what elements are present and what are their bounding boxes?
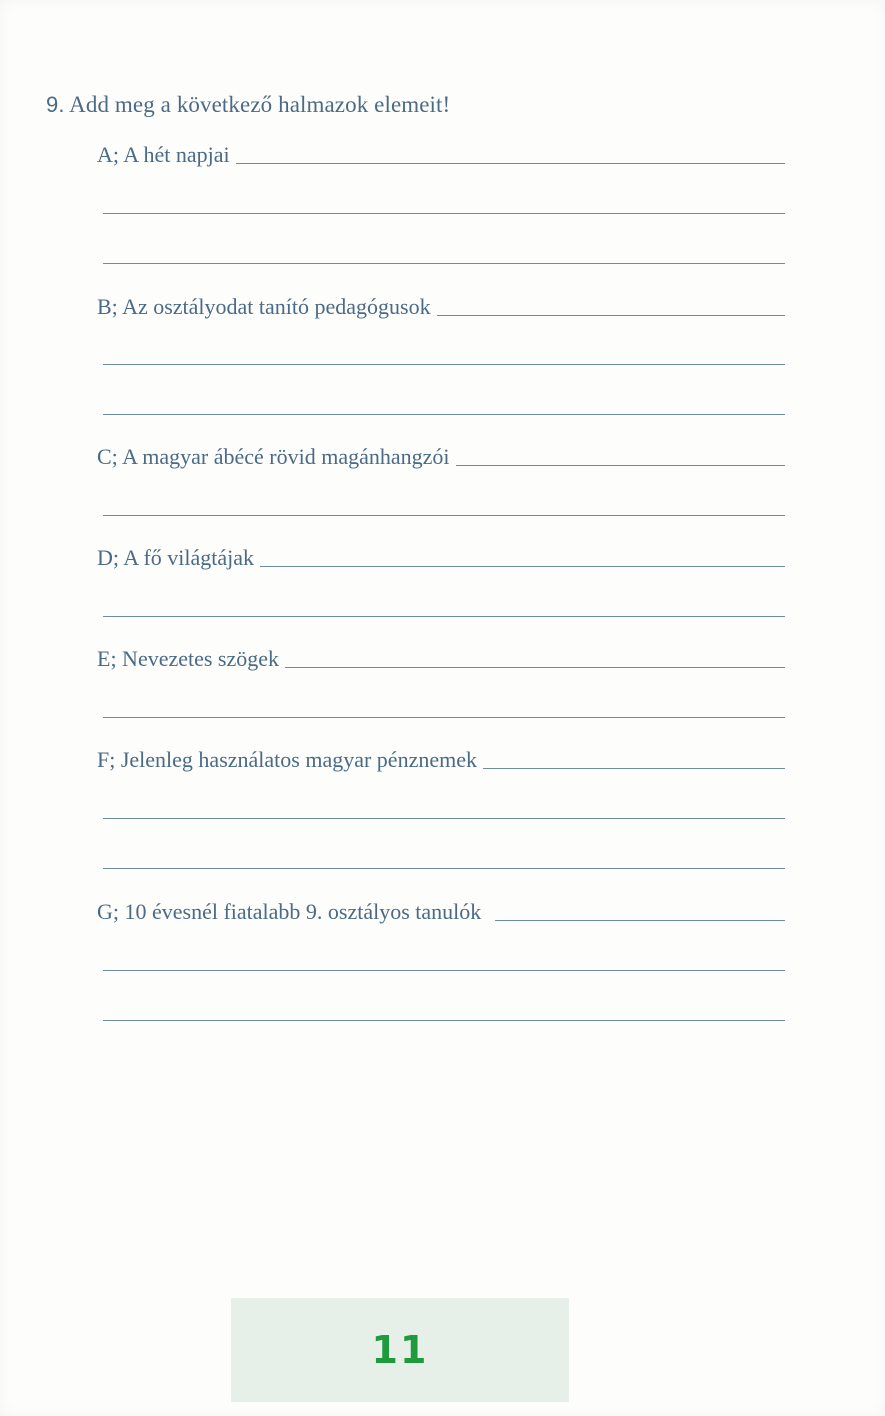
item-c-answer-line-2[interactable] [103, 515, 785, 516]
item-d-label: D; A fő világtájak [97, 545, 255, 570]
item-g [97, 895, 785, 925]
item-b-answer-line[interactable] [437, 315, 785, 316]
task-instruction: Add meg a következő halmazok elemeit! [69, 92, 451, 117]
item-g-answer-line[interactable] [495, 920, 785, 921]
item-d [97, 541, 785, 571]
item-b-label: B; Az osztályodat tanító pedagógusok [97, 294, 431, 319]
item-e-answer-line-2[interactable] [103, 717, 785, 718]
item-a-answer-line-3[interactable] [103, 263, 785, 264]
item-d-answer-line-2[interactable] [103, 616, 785, 617]
item-b [97, 290, 785, 320]
item-a [97, 138, 785, 168]
item-g-answer-line-3[interactable] [103, 1020, 785, 1021]
item-e-label: E; Nevezetes szögek [97, 646, 280, 671]
page-number-box [231, 1298, 569, 1402]
item-c [97, 440, 785, 470]
item-b-answer-line-2[interactable] [103, 364, 785, 365]
item-f-answer-line-3[interactable] [103, 868, 785, 869]
item-f-answer-line-2[interactable] [103, 818, 785, 819]
item-a-answer-line-2[interactable] [103, 213, 785, 214]
item-f-answer-line[interactable] [483, 768, 785, 769]
item-b-answer-line-3[interactable] [103, 414, 785, 415]
item-c-answer-line[interactable] [456, 465, 786, 466]
item-g-label: G; 10 évesnél fiatalabb 9. osztályos tanulók [97, 899, 482, 924]
page-number: 11 [371, 1328, 429, 1372]
task-heading [46, 92, 450, 118]
item-a-label: A; A hét napjai [97, 142, 230, 167]
task-number: 9. [46, 92, 65, 117]
item-e [97, 642, 785, 672]
item-f-label: F; Jelenleg használatos magyar pénznemek [97, 747, 477, 772]
item-g-answer-line-2[interactable] [103, 970, 785, 971]
item-d-answer-line[interactable] [260, 566, 785, 567]
item-e-answer-line[interactable] [285, 667, 785, 668]
item-c-label: C; A magyar ábécé rövid magánhangzói [97, 444, 450, 469]
item-a-answer-line[interactable] [236, 163, 785, 164]
item-f [97, 743, 785, 773]
